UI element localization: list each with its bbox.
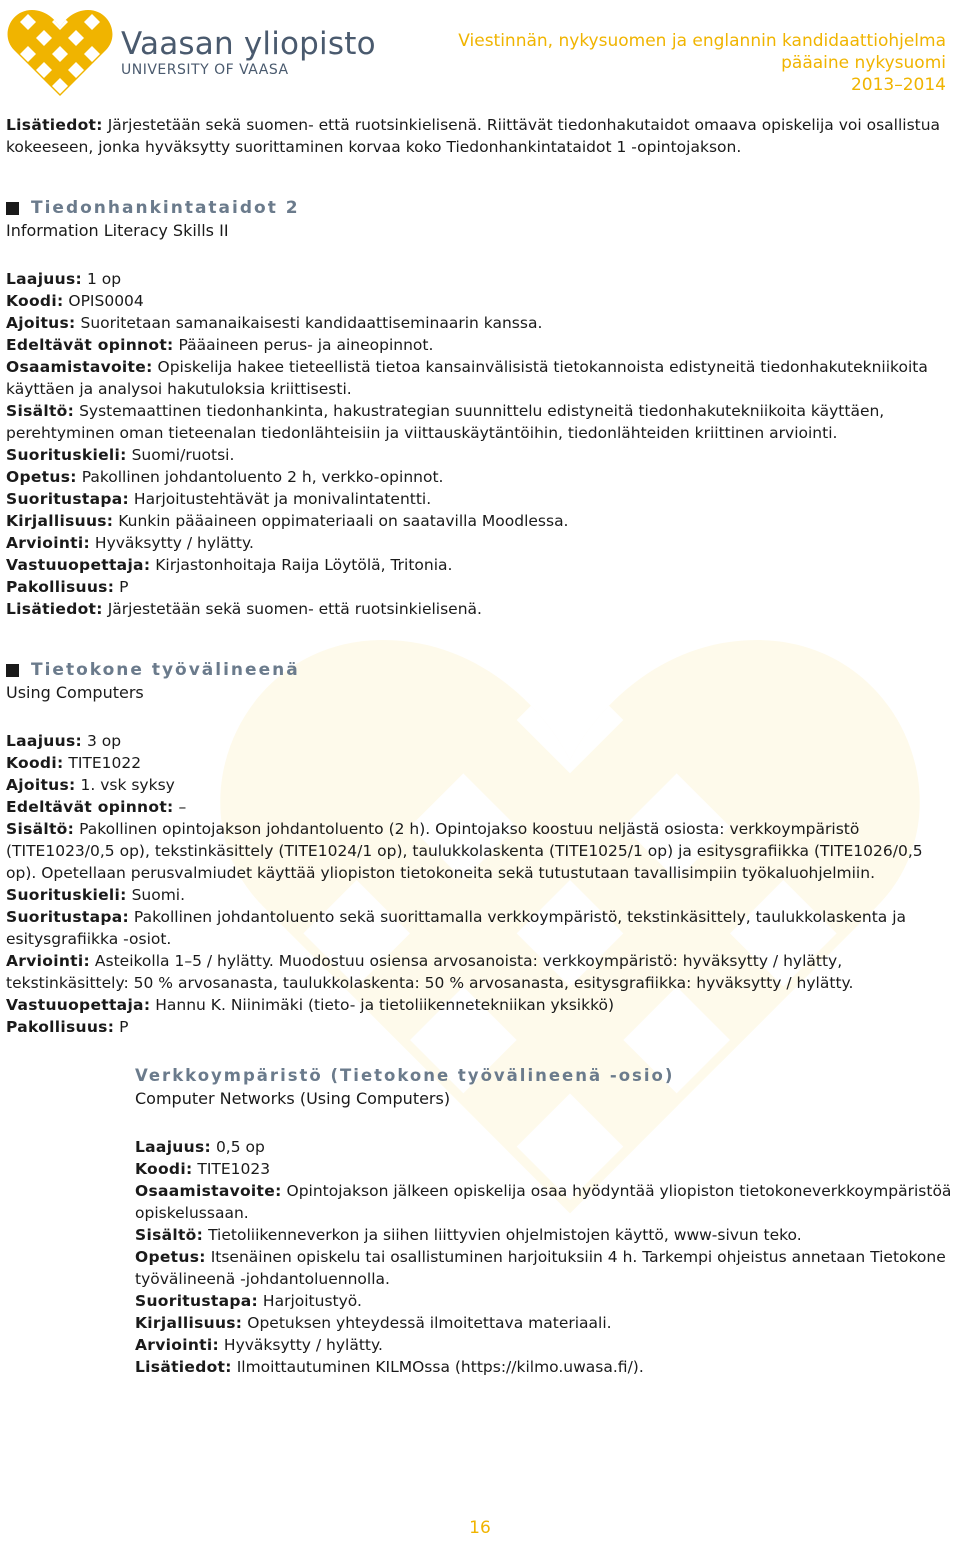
course-field	[6, 400, 956, 444]
field-value: Suoritetaan samanaikaisesti kandidaattiseminaarin kanssa.	[75, 314, 543, 332]
course-field	[6, 488, 956, 510]
course-field	[6, 598, 956, 620]
field-label: Lisätiedot:	[6, 600, 103, 618]
course-subtitle: Using Computers	[6, 683, 144, 702]
field-value: Systemaattinen tiedonhankinta, hakustrategian suunnittelu edistyneitä tiedonhakutekniikoita käyttäen, perehtyminen oman tieteenalan tiedonlähteisiin ja viittauskäytäntöihin, tiedonlähteiden kriittinen arviointi.	[6, 402, 885, 442]
course-field	[6, 268, 956, 290]
field-value: Pakollinen johdantoluento 2 h, verkko-opinnot.	[76, 468, 444, 486]
page-header	[0, 0, 960, 110]
field-value: 3 op	[82, 732, 122, 750]
field-value: Järjestetään sekä suomen- että ruotsinkielisenä. Riittävät tiedonhakutaidot omaava opiskelija voi osallistua kokeeseen, jonka hyväksytty suorittaminen korvaa koko Tiedonhankintataidot 1 -opintojakson.	[6, 116, 941, 156]
field-value: Ilmoittautuminen KILMOssa (https://kilmo.uwasa.fi/).	[231, 1358, 644, 1376]
field-value: 1. vsk syksy	[75, 776, 175, 794]
field-label: Suoritustapa:	[6, 908, 129, 926]
field-label: Arviointi:	[6, 534, 90, 552]
field-label: Lisätiedot:	[6, 116, 103, 134]
course-field	[6, 466, 956, 488]
field-label: Vastuuopettaja:	[6, 996, 151, 1014]
course-fields	[6, 268, 956, 620]
field-value: Suomi.	[126, 886, 186, 904]
course-field	[135, 1246, 956, 1290]
field-label: Arviointi:	[135, 1336, 219, 1354]
field-label: Koodi:	[6, 292, 64, 310]
field-value: Hyväksytty / hylätty.	[218, 1336, 383, 1354]
field-value: Opintojakson jälkeen opiskelija osaa hyödyntää yliopiston tietokoneverkkoympäristöä opiskelussaan.	[135, 1182, 952, 1222]
field-value: –	[173, 798, 187, 816]
logo-name: Vaasan yliopisto	[121, 26, 376, 62]
course-field	[6, 510, 956, 532]
course-field	[6, 356, 956, 400]
field-label: Pakollisuus:	[6, 1018, 115, 1036]
course-title-text: Tietokone työvälineenä	[31, 660, 300, 680]
field-label: Arviointi:	[6, 952, 90, 970]
field-label: Lisätiedot:	[135, 1358, 232, 1376]
field-label: Koodi:	[6, 754, 64, 772]
course-fields	[6, 730, 956, 1038]
field-label: Opetus:	[135, 1248, 206, 1266]
logo-wordmark	[121, 26, 376, 78]
subcourse-title: Verkkoympäristö (Tietokone työvälineenä -osio)	[135, 1066, 675, 1085]
course-field	[6, 554, 956, 576]
field-label: Opetus:	[6, 468, 77, 486]
field-value: Opetuksen yhteydessä ilmoitettava materiaali.	[242, 1314, 612, 1332]
course-field	[6, 532, 956, 554]
course-field	[6, 884, 956, 906]
field-label: Sisältö:	[6, 402, 75, 420]
field-label: Sisältö:	[6, 820, 75, 838]
field-value: Pakollinen opintojakson johdantoluento (2 h). Opintojakso koostuu neljästä osiosta: verkkoympäristö (TITE1023/0,5 op), tekstinkäsittely (TITE1024/1 op), taulukkolaskenta (TITE1025/1 op) ja esitysgrafiikka (TITE1026/0,5 op). Opetellaan perusvalmiudet käyttää yliopiston tietokoneita sekä tutustutaan tavallisimpiin työkaluohjelmiin.	[6, 820, 923, 882]
field-value: OPIS0004	[63, 292, 144, 310]
field-value: TITE1022	[63, 754, 142, 772]
course-field	[6, 312, 956, 334]
field-label: Koodi:	[135, 1160, 193, 1178]
field-label: Laajuus:	[135, 1138, 212, 1156]
field-label: Vastuuopettaja:	[6, 556, 151, 574]
field-value: Kunkin pääaineen oppimateriaali on saatavilla Moodlessa.	[113, 512, 569, 530]
course-field	[6, 290, 956, 312]
field-value: Hyväksytty / hylätty.	[89, 534, 254, 552]
field-value: 1 op	[82, 270, 122, 288]
field-value: Harjoitustehtävät ja monivalintatentti.	[129, 490, 432, 508]
intro-info	[6, 114, 956, 158]
course-field	[135, 1136, 956, 1158]
course-title	[6, 658, 956, 682]
field-label: Suoritustapa:	[135, 1292, 258, 1310]
field-value: Suomi/ruotsi.	[126, 446, 235, 464]
course-field	[135, 1334, 956, 1356]
field-value: Pääaineen perus- ja aineopinnot.	[173, 336, 434, 354]
field-label: Sisältö:	[135, 1226, 204, 1244]
course-field	[135, 1180, 956, 1224]
course-field	[135, 1356, 956, 1378]
course-field	[135, 1312, 956, 1334]
field-value: Harjoitustyö.	[258, 1292, 362, 1310]
field-value: Kirjastonhoitaja Raija Löytölä, Tritonia.	[150, 556, 453, 574]
field-value: TITE1023	[192, 1160, 271, 1178]
course-field	[6, 950, 956, 994]
header-info	[458, 30, 946, 96]
field-label: Osaamistavoite:	[135, 1182, 282, 1200]
field-value: P	[114, 1018, 129, 1036]
bullet-square-icon	[6, 202, 19, 215]
subcourse-subtitle: Computer Networks (Using Computers)	[135, 1089, 451, 1108]
field-label: Edeltävät opinnot:	[6, 798, 174, 816]
field-label: Suorituskieli:	[6, 886, 127, 904]
page-number: 16	[469, 1518, 491, 1538]
course-field	[6, 576, 956, 598]
field-label: Ajoitus:	[6, 776, 76, 794]
course-subtitle: Information Literacy Skills II	[6, 221, 229, 240]
field-label: Suorituskieli:	[6, 446, 127, 464]
course-title-text: Tiedonhankintataidot 2	[31, 198, 300, 218]
field-value: Tietoliikenneverkon ja siihen liittyvien ohjelmistojen käyttö, www-sivun teko.	[203, 1226, 802, 1244]
field-value: Pakollinen johdantoluento sekä suorittamalla verkkoympäristö, tekstinkäsittely, taulukkolaskenta ja esitysgrafiikka -osiot.	[6, 908, 907, 948]
field-label: Laajuus:	[6, 732, 83, 750]
major-name: pääaine nykysuomi	[781, 53, 946, 73]
field-label: Pakollisuus:	[6, 578, 115, 596]
field-label: Kirjallisuus:	[6, 512, 114, 530]
page-content	[6, 114, 956, 1378]
course-field	[6, 444, 956, 466]
field-value: Hannu K. Niinimäki (tieto- ja tietoliikennetekniikan yksikkö)	[150, 996, 615, 1014]
course-field	[6, 906, 956, 950]
course-field	[6, 1016, 956, 1038]
program-name: Viestinnän, nykysuomen ja englannin kandidaattiohjelma	[458, 31, 946, 51]
course-field	[135, 1224, 956, 1246]
field-value: P	[114, 578, 129, 596]
field-label: Edeltävät opinnot:	[6, 336, 174, 354]
field-value: Itsenäinen opiskelu tai osallistuminen harjoituksiin 4 h. Tarkempi ohjeistus annetaan Tietokone työvälineenä -johdantoluennolla.	[135, 1248, 946, 1288]
bullet-square-icon	[6, 664, 19, 677]
academic-years: 2013–2014	[850, 75, 946, 95]
course-field	[6, 796, 956, 818]
logo-subtitle: UNIVERSITY OF VAASA	[121, 62, 289, 78]
field-label: Osaamistavoite:	[6, 358, 153, 376]
field-value: Asteikolla 1–5 / hylätty. Muodostuu osiensa arvosanoista: verkkoympäristö: hyväksytty / hylätty, tekstinkäsittely: 50 % arvosanasta, taulukkolaskenta: 50 % arvosanasta, esitysgrafiikka: hyväksytty / hylätty.	[6, 952, 854, 992]
field-value: 0,5 op	[211, 1138, 265, 1156]
course-field	[135, 1290, 956, 1312]
course-field	[6, 730, 956, 752]
field-value: Opiskelija hakee tieteellistä tietoa kansainvälisistä tietokannoista edistyneitä tiedonhakutekniikoita käyttäen ja analysoi hakutuloksia kriittisesti.	[6, 358, 928, 398]
course-field	[6, 752, 956, 774]
field-label: Laajuus:	[6, 270, 83, 288]
field-label: Ajoitus:	[6, 314, 76, 332]
course-field	[6, 774, 956, 796]
course-field	[6, 818, 956, 884]
course-title	[6, 196, 956, 220]
course-field	[6, 994, 956, 1016]
course-fields	[135, 1136, 956, 1378]
field-label: Suoritustapa:	[6, 490, 129, 508]
field-value: Järjestetään sekä suomen- että ruotsinkielisenä.	[102, 600, 482, 618]
field-label: Kirjallisuus:	[135, 1314, 243, 1332]
course-field	[135, 1158, 956, 1180]
course-field	[6, 334, 956, 356]
university-logo-icon	[6, 6, 114, 98]
